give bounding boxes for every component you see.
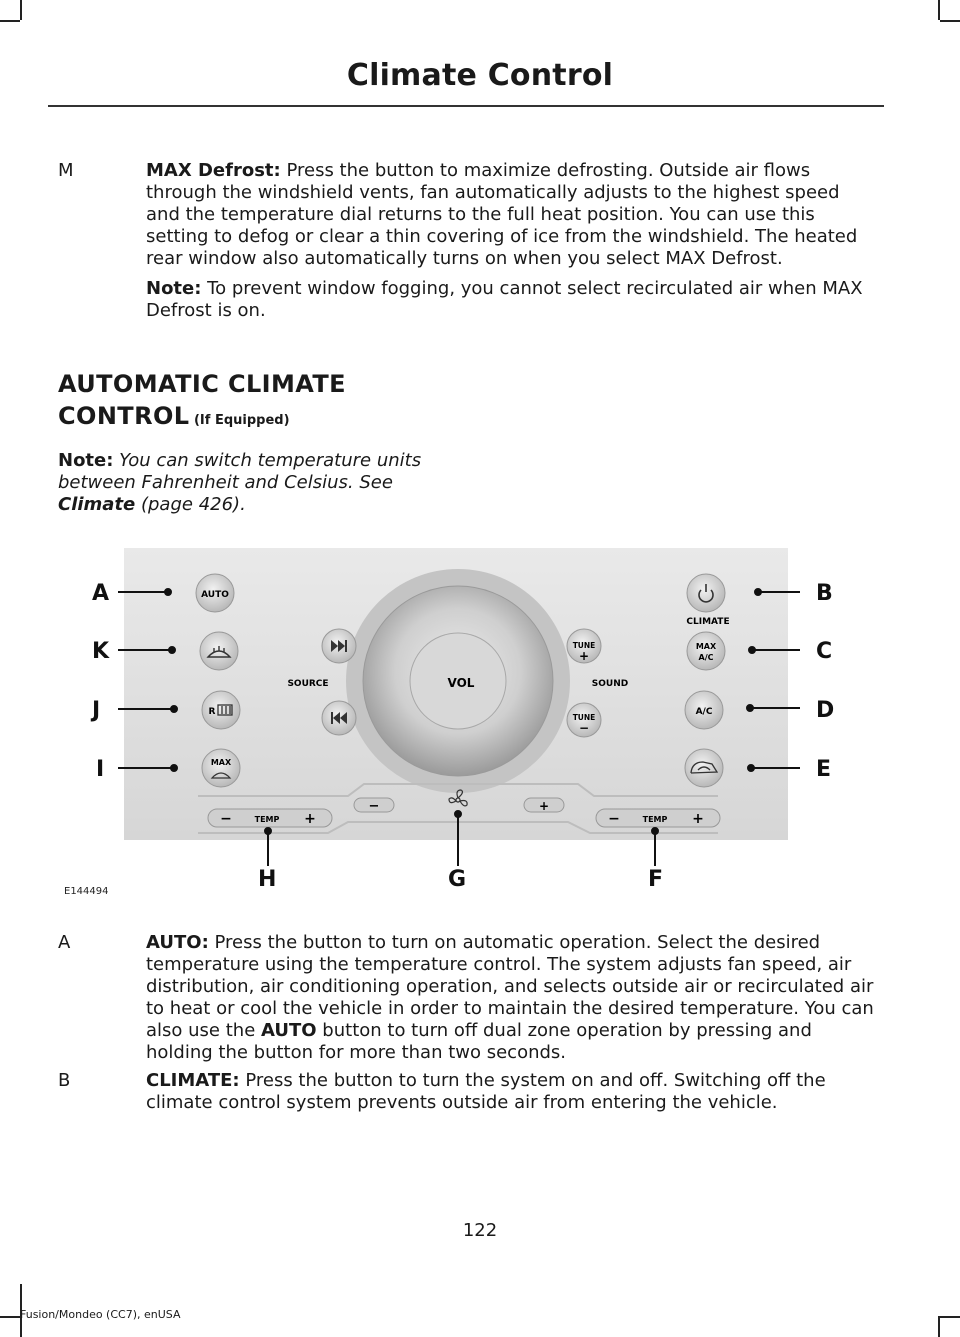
note-text: To prevent window fogging, you cannot select recirculated air when MAX Defrost is on. bbox=[146, 278, 863, 321]
max-ac-label-2: A/C bbox=[698, 653, 714, 662]
section-note bbox=[58, 450, 438, 516]
entry-description bbox=[146, 1070, 878, 1114]
right-temp-minus: − bbox=[608, 811, 620, 827]
entry-key: B bbox=[58, 1070, 71, 1091]
crop-mark bbox=[0, 20, 20, 22]
entry-text-cont: button to turn off dual zone operation by pressing and holding the button for more than two seconds. bbox=[146, 1020, 812, 1063]
note-page-ref: (page 426). bbox=[135, 494, 246, 515]
sound-label: SOUND bbox=[591, 679, 629, 689]
auto-button[interactable] bbox=[196, 574, 234, 612]
right-temp-plus: + bbox=[692, 811, 704, 827]
section-title-line-2: CONTROL bbox=[58, 402, 190, 430]
tune-up-button[interactable] bbox=[567, 629, 601, 663]
vol-label: VOL bbox=[447, 676, 475, 690]
seek-forward-button[interactable] bbox=[322, 629, 356, 663]
entry-text: Press the button to maximize defrosting. Outside air flows through the windshield vents, fan automatically adjusts to the highest speed and the temperature dial returns to the full heat position. You can use this setting to defog or clear a thin covering of ice from the windshield. The heated rear window also automatically turns on when you select MAX Defrost. bbox=[146, 160, 858, 269]
callout-g: G bbox=[448, 867, 467, 892]
left-temp-rocker[interactable] bbox=[208, 809, 332, 827]
entry-key: A bbox=[58, 932, 71, 953]
auto-label: AUTO bbox=[201, 590, 229, 600]
entry-text: Press the button to turn the system on and off. Switching off the climate control system prevents outside air from entering the vehicle. bbox=[146, 1070, 826, 1113]
panel-illustration bbox=[58, 548, 904, 900]
tune-down-minus: − bbox=[578, 721, 590, 735]
callout-c: C bbox=[816, 639, 833, 664]
climate-label: CLIMATE bbox=[686, 617, 730, 627]
footer-text: Fusion/Mondeo (CC7), enUSA bbox=[20, 1308, 181, 1321]
note-label: Note: bbox=[58, 450, 114, 471]
callout-k: K bbox=[92, 639, 110, 664]
entry-climate bbox=[58, 1070, 878, 1122]
left-temp-minus: − bbox=[220, 811, 232, 827]
callout-d: D bbox=[816, 698, 835, 723]
tune-down-button[interactable] bbox=[567, 703, 601, 737]
entry-term: MAX Defrost: bbox=[146, 160, 281, 181]
section-title-suffix: (If Equipped) bbox=[189, 413, 290, 428]
entry-description bbox=[146, 160, 878, 270]
callout-f: F bbox=[648, 867, 664, 892]
max-label: MAX bbox=[210, 758, 232, 767]
entry-description bbox=[146, 932, 878, 1064]
fan-minus: − bbox=[368, 799, 380, 814]
ac-label: A/C bbox=[695, 707, 713, 717]
entry-key: M bbox=[58, 160, 74, 181]
ac-button[interactable] bbox=[685, 691, 723, 729]
entry-max-defrost bbox=[58, 160, 878, 330]
right-temp-label: TEMP bbox=[642, 815, 668, 824]
crop-mark bbox=[940, 20, 960, 22]
source-label: SOURCE bbox=[287, 679, 329, 689]
crop-mark bbox=[938, 0, 940, 20]
page-number: 122 bbox=[462, 1220, 498, 1241]
climate-control-panel-figure bbox=[58, 548, 904, 900]
seek-back-button[interactable] bbox=[322, 701, 356, 735]
note-label: Note: bbox=[146, 278, 202, 299]
fan-plus: + bbox=[538, 799, 550, 813]
rear-label: R bbox=[208, 707, 216, 717]
header-divider bbox=[48, 105, 884, 107]
crop-mark bbox=[938, 1316, 940, 1337]
entry-term: AUTO: bbox=[146, 932, 209, 953]
callout-a: A bbox=[92, 581, 110, 606]
tune-up-label: TUNE bbox=[572, 641, 596, 650]
right-temp-rocker[interactable] bbox=[596, 809, 720, 827]
callout-i: I bbox=[96, 757, 105, 782]
note-text: You can switch temperature units between Fahrenheit and Celsius. See bbox=[58, 450, 422, 493]
max-defrost-button[interactable] bbox=[200, 632, 238, 670]
entry-text: Press the button to turn on automatic operation. Select the desired temperature using the temperature control. The system adjusts fan speed, air distribution, air conditioning operation, and selects outside air or recirculated air to heat or cool the vehicle in order to maintain the desired temperature. You can also use the bbox=[146, 932, 874, 1041]
climate-power-button[interactable] bbox=[687, 574, 725, 612]
callout-b: B bbox=[816, 581, 833, 606]
crop-mark bbox=[940, 1316, 960, 1318]
figure-code: E144494 bbox=[64, 886, 109, 897]
entry-term: CLIMATE: bbox=[146, 1070, 240, 1091]
section-title bbox=[58, 370, 346, 430]
max-ac-button[interactable] bbox=[687, 632, 725, 670]
callout-h: H bbox=[258, 867, 277, 892]
crop-mark bbox=[20, 0, 22, 20]
crop-mark bbox=[0, 1316, 20, 1318]
left-temp-label: TEMP bbox=[254, 815, 280, 824]
section-title-line-1: AUTOMATIC CLIMATE bbox=[58, 370, 346, 398]
page-title: Climate Control bbox=[346, 58, 614, 93]
entry-auto bbox=[58, 932, 878, 1072]
left-temp-plus: + bbox=[304, 811, 316, 827]
climate-link[interactable]: Climate bbox=[58, 494, 136, 515]
max-ac-label-1: MAX bbox=[695, 642, 717, 651]
tune-up-plus: + bbox=[578, 649, 590, 663]
tune-down-label: TUNE bbox=[572, 713, 596, 722]
callout-e: E bbox=[816, 757, 832, 782]
max-button[interactable] bbox=[202, 749, 240, 787]
rear-defrost-button[interactable] bbox=[202, 691, 240, 729]
callout-j: J bbox=[92, 698, 101, 723]
entry-term-inline: AUTO bbox=[261, 1020, 317, 1041]
recirculation-button[interactable] bbox=[685, 749, 723, 787]
entry-note bbox=[146, 278, 878, 322]
